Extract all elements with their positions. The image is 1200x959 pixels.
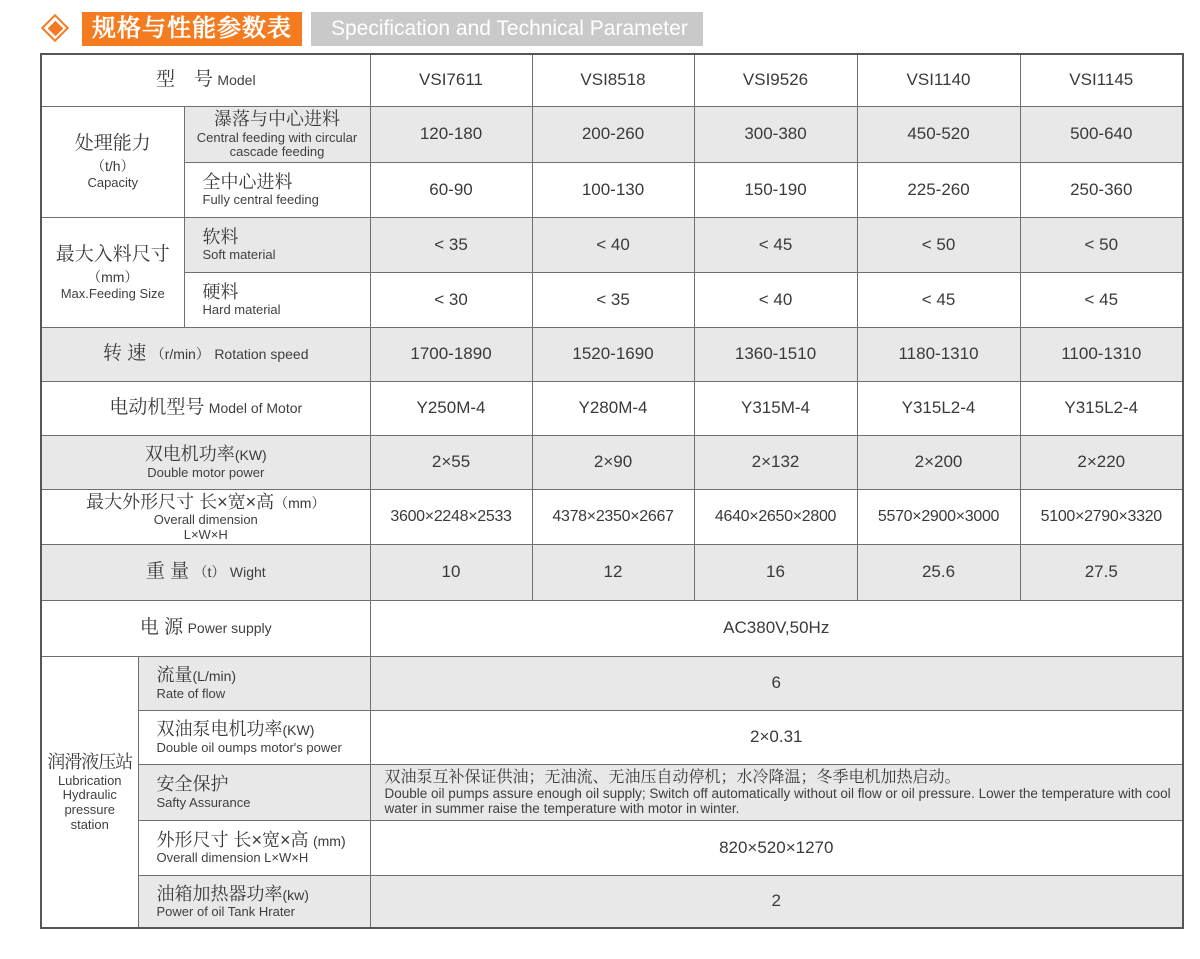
- model-cell: VSI1140: [857, 54, 1020, 106]
- table-row-dimension: [41, 489, 1183, 544]
- capacity-cascade-value: 450-520: [857, 106, 1020, 162]
- lub-flow-label: 流量(L/min) Rate of flow: [138, 656, 370, 710]
- dimension-value: 5570×2900×3000: [857, 489, 1020, 544]
- weight-value: 25.6: [857, 544, 1020, 600]
- capacity-fully-value: 225-260: [857, 162, 1020, 217]
- table-row-capacity-fully: [41, 162, 1183, 217]
- motor-power-value: 2×55: [370, 435, 532, 489]
- lub-dimension-value: 820×520×1270: [370, 820, 1183, 875]
- feeding-soft-value: < 40: [532, 217, 694, 272]
- rotation-value: 1180-1310: [857, 327, 1020, 381]
- weight-value: 16: [694, 544, 857, 600]
- motor-value: Y315M-4: [694, 381, 857, 435]
- weight-label-cell: 重 量 （t） Wight: [41, 544, 370, 600]
- feeding-soft-value: < 50: [857, 217, 1020, 272]
- capacity-cascade-value: 120-180: [370, 106, 532, 162]
- dimension-label-cell: 最大外形尺寸 长×宽×高（mm） Overall dimension L×W×H: [41, 489, 370, 544]
- capacity-group-cell: 处理能力 （t/h） Capacity: [41, 106, 184, 217]
- motor-value: Y315L2-4: [1020, 381, 1183, 435]
- motor-power-value: 2×90: [532, 435, 694, 489]
- motor-value: Y250M-4: [370, 381, 532, 435]
- capacity-fully-value: 100-130: [532, 162, 694, 217]
- capacity-fully-label: 全中心进料 Fully central feeding: [184, 162, 370, 217]
- table-row-lub-heater: [41, 875, 1183, 928]
- motor-label-cell: 电动机型号 Model of Motor: [41, 381, 370, 435]
- feeding-soft-value: < 50: [1020, 217, 1183, 272]
- feeding-group-cell: 最大入料尺寸 （mm） Max.Feeding Size: [41, 217, 184, 327]
- spec-table: [40, 53, 1184, 929]
- table-row-lub-pump-power: [41, 710, 1183, 764]
- model-cell: VSI9526: [694, 54, 857, 106]
- lubrication-group-cell: 润滑液压站 Lubrication Hydraulic pressure station: [41, 656, 138, 928]
- feeding-hard-value: < 30: [370, 272, 532, 327]
- motor-power-value: 2×200: [857, 435, 1020, 489]
- dimension-value: 5100×2790×3320: [1020, 489, 1183, 544]
- rotation-value: 1360-1510: [694, 327, 857, 381]
- motor-power-label-cell: 双电机功率(KW) Double motor power: [41, 435, 370, 489]
- feeding-soft-label: 软料 Soft material: [184, 217, 370, 272]
- power-supply-label-cell: 电 源 Power supply: [41, 600, 370, 656]
- weight-value: 12: [532, 544, 694, 600]
- model-cell: VSI7611: [370, 54, 532, 106]
- lub-pump-power-value: 2×0.31: [370, 710, 1183, 764]
- feeding-soft-value: < 35: [370, 217, 532, 272]
- motor-power-value: 2×220: [1020, 435, 1183, 489]
- motor-power-value: 2×132: [694, 435, 857, 489]
- rotation-value: 1700-1890: [370, 327, 532, 381]
- table-row-motor: [41, 381, 1183, 435]
- lub-safety-label: 安全保护 Safty Assurance: [138, 764, 370, 820]
- lub-heater-label: 油箱加热器功率(kw) Power of oil Tank Hrater: [138, 875, 370, 928]
- page-title-en: Specification and Technical Parameter: [311, 12, 703, 46]
- power-supply-value: AC380V,50Hz: [370, 600, 1183, 656]
- weight-value: 10: [370, 544, 532, 600]
- capacity-fully-value: 150-190: [694, 162, 857, 217]
- table-row-capacity-cascade: [41, 106, 1183, 162]
- table-row-power-supply: [41, 600, 1183, 656]
- model-label-cell: 型 号 Model: [41, 54, 370, 106]
- motor-value: Y315L2-4: [857, 381, 1020, 435]
- weight-value: 27.5: [1020, 544, 1183, 600]
- model-cell: VSI8518: [532, 54, 694, 106]
- table-row-lub-safety: [41, 764, 1183, 820]
- lub-dimension-label: 外形尺寸 长×宽×高 (mm) Overall dimension L×W×H: [138, 820, 370, 875]
- lub-flow-value: 6: [370, 656, 1183, 710]
- capacity-cascade-value: 500-640: [1020, 106, 1183, 162]
- table-row-model: [41, 54, 1183, 106]
- feeding-hard-value: < 45: [1020, 272, 1183, 327]
- feeding-hard-label: 硬料 Hard material: [184, 272, 370, 327]
- page-title-zh: 规格与性能参数表: [82, 12, 302, 46]
- dimension-value: 4378×2350×2667: [532, 489, 694, 544]
- feeding-hard-value: < 35: [532, 272, 694, 327]
- capacity-fully-value: 250-360: [1020, 162, 1183, 217]
- feeding-hard-value: < 45: [857, 272, 1020, 327]
- motor-value: Y280M-4: [532, 381, 694, 435]
- table-row-feeding-hard: [41, 272, 1183, 327]
- capacity-fully-value: 60-90: [370, 162, 532, 217]
- model-cell: VSI1145: [1020, 54, 1183, 106]
- table-row-motor-power: [41, 435, 1183, 489]
- capacity-cascade-value: 300-380: [694, 106, 857, 162]
- lub-safety-value: 双油泵互补保证供油；无油流、无油压自动停机；水冷降温；冬季电机加热启动。 Double oil pumps assure enough oil supply; Switch off automatically without oil flow or oil pressure. Lower the temperature with cool water in summer raise the temperature with motor in winter.: [370, 764, 1183, 820]
- table-row-weight: [41, 544, 1183, 600]
- diamond-icon: [38, 11, 74, 47]
- rotation-value: 1100-1310: [1020, 327, 1183, 381]
- rotation-value: 1520-1690: [532, 327, 694, 381]
- feeding-soft-value: < 45: [694, 217, 857, 272]
- table-row-rotation: [41, 327, 1183, 381]
- lub-heater-value: 2: [370, 875, 1183, 928]
- table-row-feeding-soft: [41, 217, 1183, 272]
- dimension-value: 4640×2650×2800: [694, 489, 857, 544]
- capacity-cascade-label: 瀑落与中心进料 Central feeding with circular cascade feeding: [184, 106, 370, 162]
- feeding-hard-value: < 40: [694, 272, 857, 327]
- table-row-lub-flow: [41, 656, 1183, 710]
- capacity-cascade-value: 200-260: [532, 106, 694, 162]
- dimension-value: 3600×2248×2533: [370, 489, 532, 544]
- rotation-label-cell: 转 速 （r/min） Rotation speed: [41, 327, 370, 381]
- table-row-lub-dimension: [41, 820, 1183, 875]
- page-header: [38, 10, 703, 48]
- lub-pump-power-label: 双油泵电机功率(KW) Double oil oumps motor's power: [138, 710, 370, 764]
